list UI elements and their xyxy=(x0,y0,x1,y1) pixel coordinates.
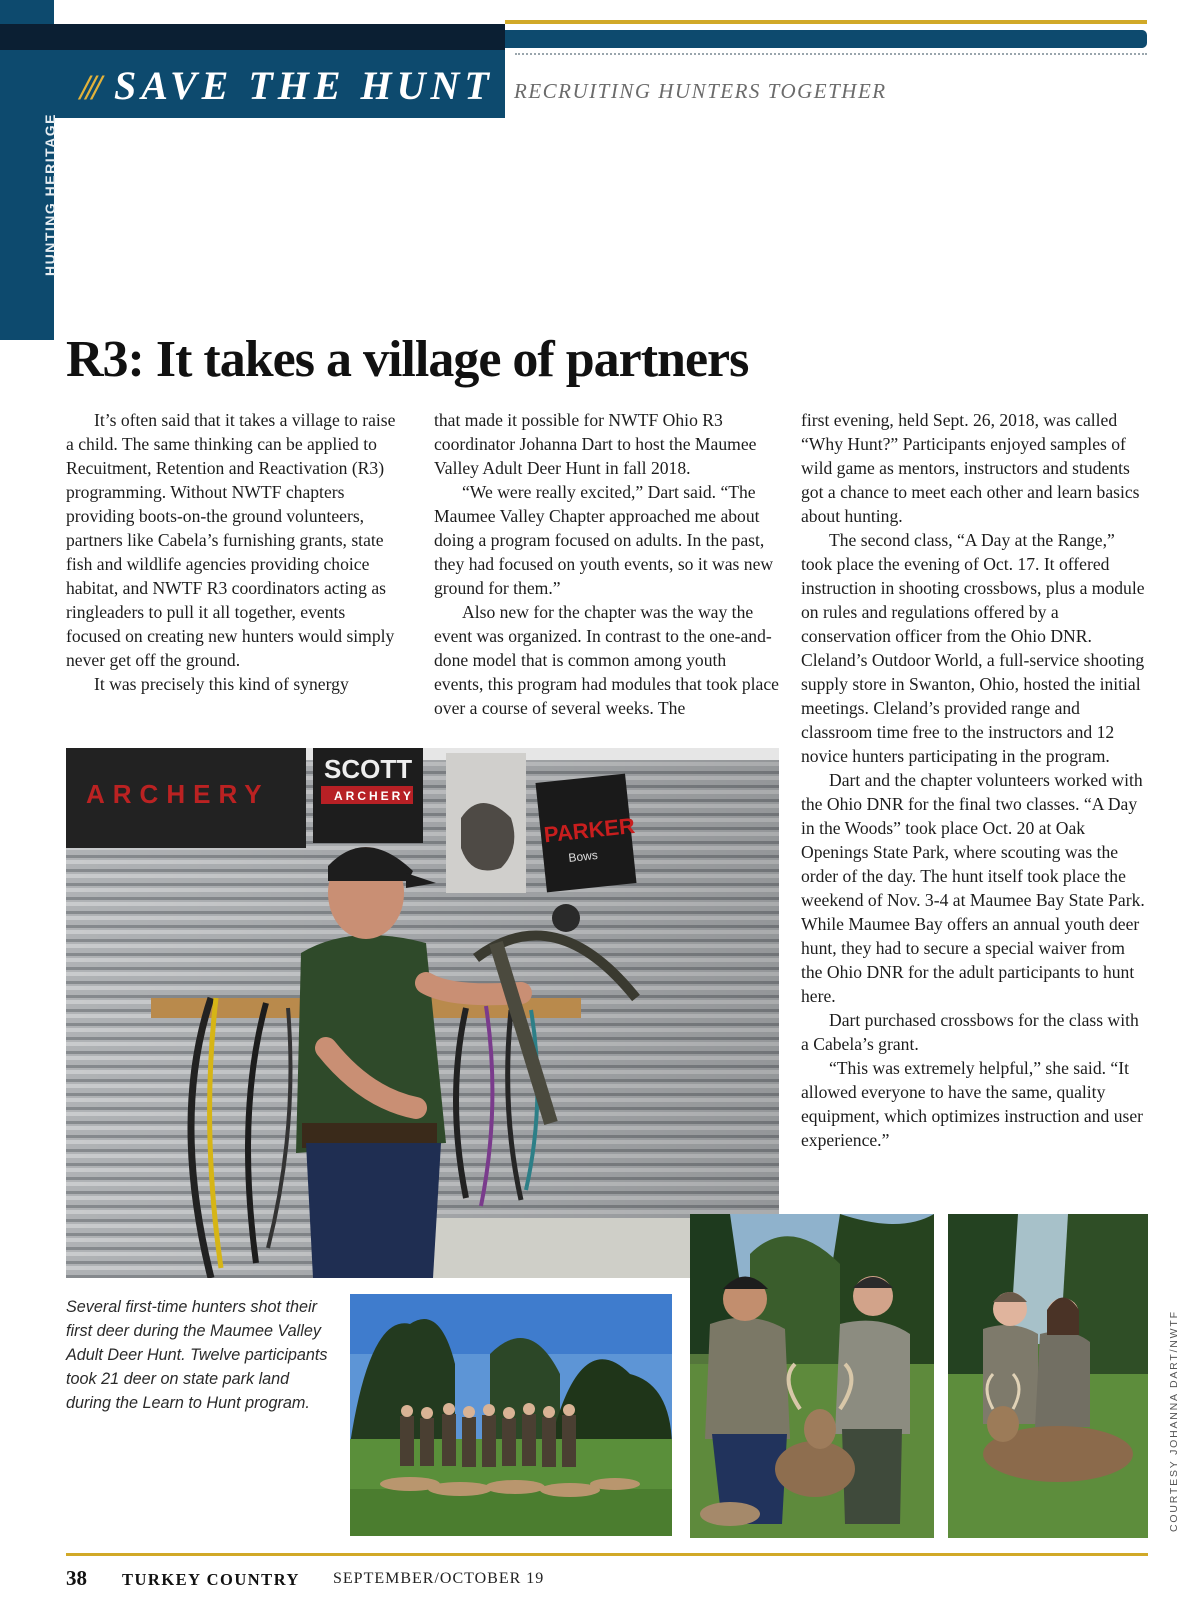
article-column-2 xyxy=(434,408,779,720)
section-subtitle: RECRUITING HUNTERS TOGETHER xyxy=(514,79,887,103)
crossbow-instructor-photo xyxy=(66,748,779,1278)
two-hunters-with-deer-photo xyxy=(948,1214,1148,1538)
article-column-1 xyxy=(66,408,398,696)
article-headline: R3: It takes a village of partners xyxy=(66,331,749,388)
section-mark: /// xyxy=(80,67,99,107)
paragraph: It was precisely this kind of synergy xyxy=(94,674,349,694)
hunters-group-photo xyxy=(350,1294,672,1536)
photo-caption: Several first-time hunters shot their first deer during the Maumee Valley Adult Deer Hunt. Twelve participants took 21 deer on state park land during the Learn to Hunt program. xyxy=(66,1298,328,1412)
two-hunters-with-buck-photo xyxy=(690,1214,934,1538)
paragraph: Dart and the chapter volunteers worked with the Ohio DNR for the final two classes. “A Day in the Woods” took place Oct. 20 at Oak Openings State Park, where scouting was the order of the day. The hunt itself took place the weekend of Nov. 3-4 at Maumee Bay State Park. While Maumee Bay offers an annual youth deer hunt, they had to secure a special waiver from the Ohio DNR for the adult participants to hunt here. xyxy=(801,770,1145,1006)
banner-text: PARKER xyxy=(542,812,637,848)
magazine-name: TURKEY COUNTRY xyxy=(122,1570,300,1589)
hunting-heritage-tag: HUNTING HERITAGE xyxy=(42,113,58,276)
banner-text: SCOTT xyxy=(324,754,413,784)
header-dark-bar xyxy=(0,24,505,50)
paragraph: that made it possible for NWTF Ohio R3 coordinator Johanna Dart to host the Maumee Valley Adult Deer Hunt in fall 2018. xyxy=(434,410,757,478)
section-title: SAVE THE HUNT xyxy=(114,63,494,108)
page-number: 38 xyxy=(66,1566,87,1590)
footer-rule xyxy=(66,1553,1148,1556)
article-column-3 xyxy=(801,408,1149,1152)
header-dotted-rule xyxy=(515,53,1147,55)
banner-text: ARCHERY xyxy=(86,779,270,809)
paragraph: “We were really excited,” Dart said. “The Maumee Valley Chapter approached me about doing a program focused on adults. In the past, they had focused on youth events, so it was new ground for them.” xyxy=(434,482,774,598)
header-gold-rule xyxy=(505,20,1147,24)
paragraph: It’s often said that it takes a village to raise a child. The same thinking can be applied to Recuitment, Retention and Reactivation (R3) programming. Without NWTF chapters providing boots-on-the ground volunteers, partners like Cabela’s furnishing grants, state fish and wildlife agencies providing choice habitat, and NWTF R3 coordinators acting as ringleaders to pull it all together, events focused on creating new hunters would simply never get off the ground. xyxy=(66,410,396,670)
issue-date: SEPTEMBER/OCTOBER 19 xyxy=(333,1570,545,1587)
header-blue-bar xyxy=(505,30,1147,48)
paragraph: Dart purchased crossbows for the class with a Cabela’s grant. xyxy=(801,1010,1139,1054)
paragraph: The second class, “A Day at the Range,” took place the evening of Oct. 17. It offered instruction in shooting crossbows, plus a module on rules and regulations offered by a conservation officer from the Ohio DNR. Cleland’s Outdoor World, a full-service shooting supply store in Swanton, Ohio, hosted the initial meetings. Cleland’s provided range and classroom time free to the instructors and 12 novice hunters participating in the program. xyxy=(801,530,1145,766)
paragraph: first evening, held Sept. 26, 2018, was called “Why Hunt?” Participants enjoyed samples of wild game as mentors, instructors and students got a chance to meet each other and learn basics about hunting. xyxy=(801,410,1140,526)
banner-text: Bows xyxy=(567,847,599,865)
paragraph: Also new for the chapter was the way the event was organized. In contrast to the one-and-done model that is common among youth events, this program had modules that took place over a course of several weeks. The xyxy=(434,602,779,718)
banner-text: ARCHERY xyxy=(334,789,414,803)
photo-credit: COURTESY JOHANNA DART/NWTF xyxy=(1168,1310,1180,1532)
paragraph: “This was extremely helpful,” she said. “It allowed everyone to have the same, quality equipment, which optimizes instruction and user experience.” xyxy=(801,1058,1144,1150)
